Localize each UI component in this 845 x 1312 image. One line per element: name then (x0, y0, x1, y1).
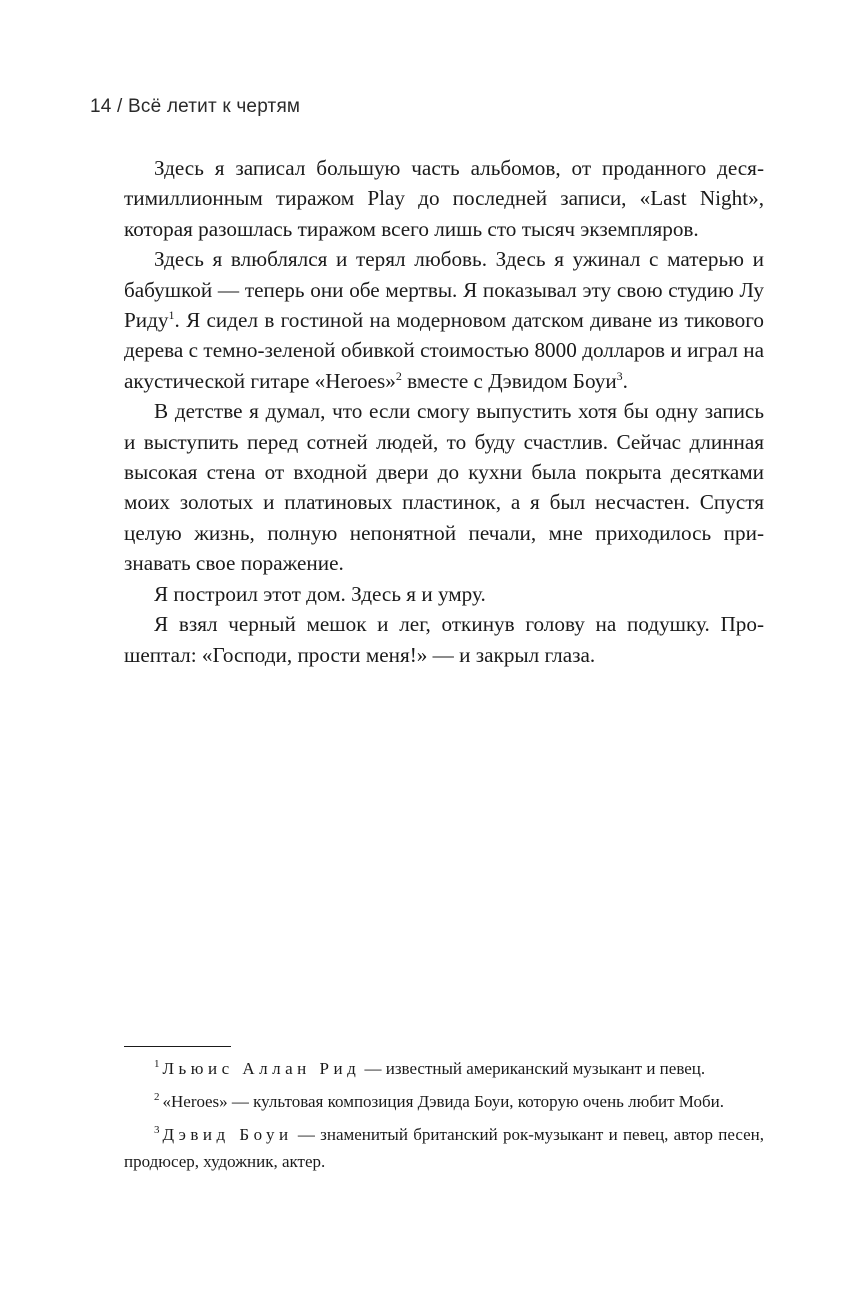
footnote-marker-1: 1 (154, 1058, 160, 1070)
running-head-separator: / (117, 96, 123, 117)
page-number: 14 (90, 96, 112, 117)
paragraph-5: Я взял черный мешок и лег, откинув голову на подушку. Прошептал: «Господи, прости меня!» — и закрыл глаза. (124, 612, 764, 667)
running-head (90, 96, 300, 118)
paragraph-2-part-b: . Я сидел в гостиной на модерновом датском диване из тикового дерева с темно-зеленой обивкой стоимостью 8000 долларов и играл на акустической гитаре «Heroes» (124, 308, 764, 393)
footnote-1 (124, 1055, 764, 1082)
paragraph-1: Здесь я записал большую часть альбомов, от проданного десятимиллионным тиражом Play до последней записи, «Last Night», которая разошлась тиражом всего лишь сто тысяч экземпляров. (124, 156, 764, 241)
footnotes (124, 1055, 764, 1181)
footnote-2 (124, 1088, 764, 1115)
paragraph-2 (124, 244, 764, 396)
footnote-ref-1[interactable]: 1 (168, 308, 175, 323)
footnote-marker-2: 2 (154, 1091, 160, 1103)
paragraph-2-part-c: вместе с Дэвидом Боуи (401, 368, 617, 393)
paragraph-2-part-a: Здесь я влюблялся и терял любовь. Здесь я ужинал с матерью и бабушкой — теперь они обе мертвы. Я показывал эту свою студию Лу Риду (124, 247, 764, 333)
footnote-3-text: — знаменитый британский рок-музыкант и певец, автор песен, продюсер, художник, актер. (124, 1125, 764, 1171)
footnote-3 (124, 1121, 764, 1175)
footnote-marker-3: 3 (154, 1124, 160, 1136)
paragraph-4: Я построил этот дом. Здесь я и умру. (154, 581, 486, 606)
paragraph-3: В детстве я думал, что если смогу выпустить хотя бы одну запись и выступить перед сотней людей, то буду счастлив. Сейчас длинная высокая стена от входной двери до кухни была покрыта десятками моих золотых и платиновых пластинок, а я был несчастен. Спустя целую жизнь, полную непонятной печали, мне приходилось признавать свое поражение. (124, 399, 764, 576)
footnote-ref-3[interactable]: 3 (616, 368, 623, 383)
footnote-3-name: Дэвид Боуи (162, 1125, 293, 1144)
footnote-1-text: — известный американский музыкант и певец. (360, 1059, 706, 1078)
paragraph-2-part-d: . (622, 368, 628, 393)
book-title: Всё летит к чертям (128, 96, 301, 117)
footnote-2-text: «Heroes» — культовая композиция Дэвида Боуи, которую очень любит Моби. (162, 1092, 724, 1111)
footnote-ref-2[interactable]: 2 (395, 368, 402, 383)
main-text (124, 153, 764, 670)
footnote-divider (124, 1046, 231, 1047)
footnote-1-name: Льюис Аллан Рид (162, 1059, 361, 1078)
